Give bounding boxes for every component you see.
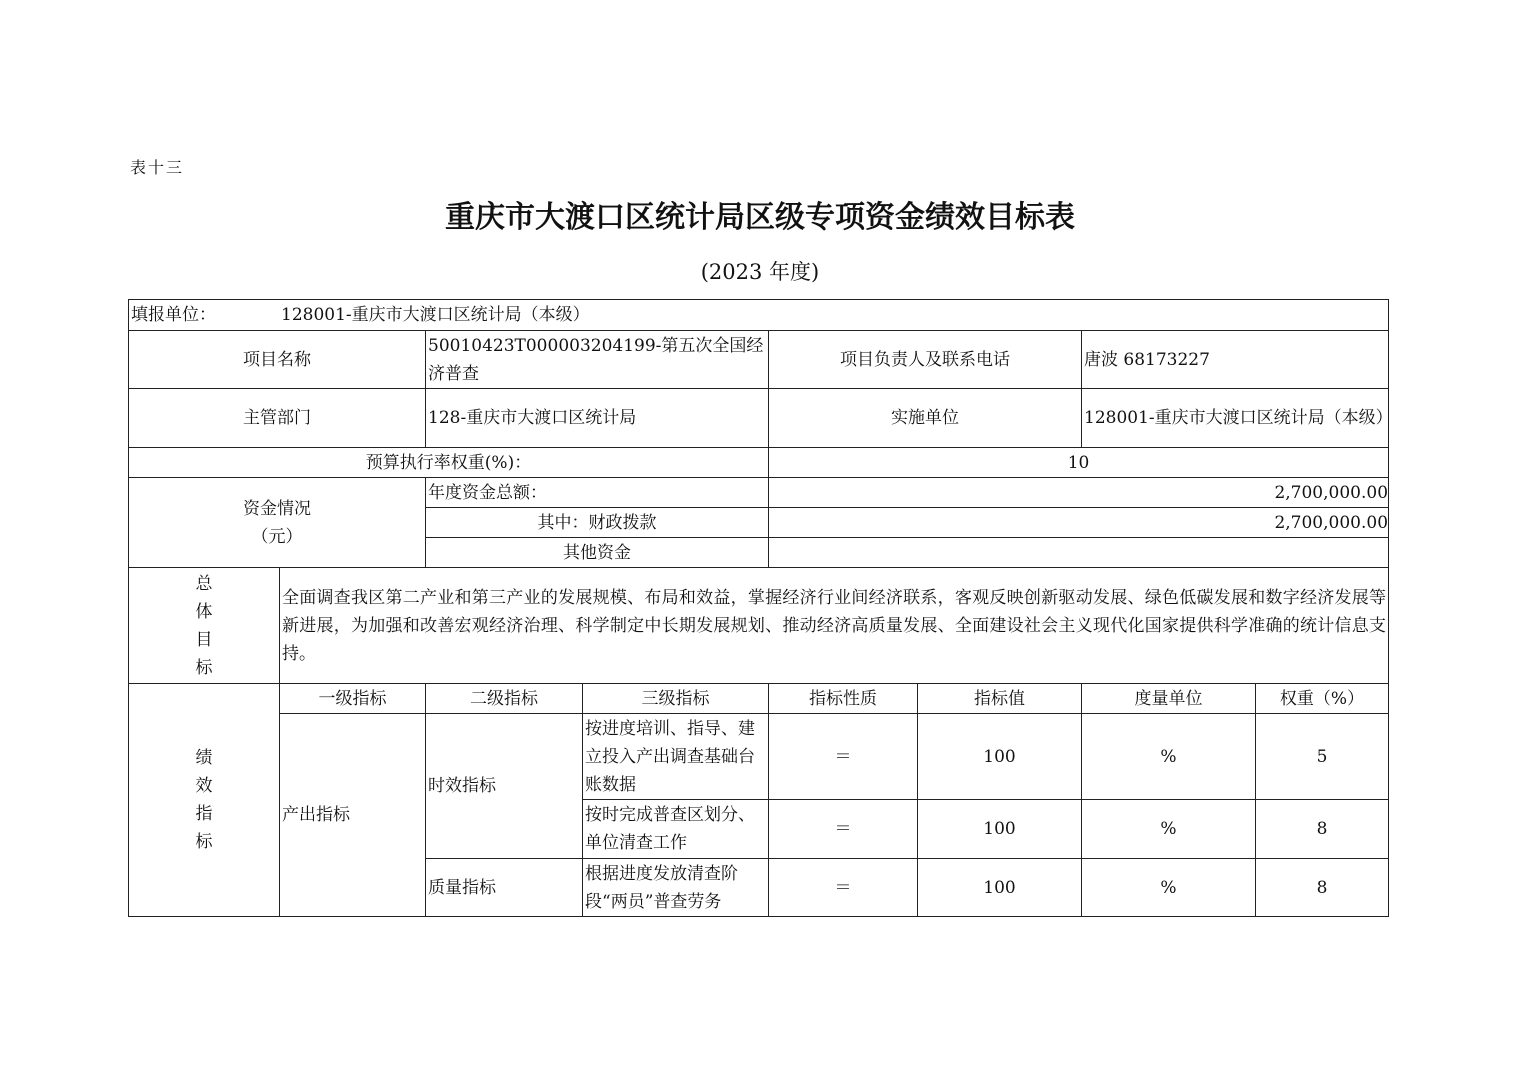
funds-label-line1: 资金情况 bbox=[243, 498, 311, 519]
overall-goal-text: 全面调查我区第二产业和第三产业的发展规模、布局和效益，掌握经济行业间经济联系，客观反映创新驱动发展、绿色低碳发展和数字经济发展等新进展，为加强和改善宏观经济治理、科学制定中长期发展规划、推动经济高质量发展、全面建设社会主义现代化国家提供科学准确的统计信息支持。 bbox=[280, 568, 1389, 684]
indicator-header-row bbox=[129, 684, 1389, 714]
project-name-value: 50010423T000003204199-第五次全国经济普查 bbox=[426, 331, 769, 389]
header-value: 指标值 bbox=[918, 684, 1082, 714]
contact-value: 唐波 68173227 bbox=[1082, 331, 1389, 389]
indicator-section-label bbox=[129, 684, 280, 917]
table-row bbox=[129, 714, 1389, 800]
fill-unit-label: 填报单位： bbox=[131, 305, 216, 325]
level1-indicator: 产出指标 bbox=[280, 714, 426, 917]
funds-label bbox=[129, 478, 426, 568]
dept-label: 主管部门 bbox=[129, 389, 426, 448]
indicator-char-4: 标 bbox=[195, 832, 213, 852]
fill-unit-row bbox=[129, 300, 1389, 331]
goal-char-3: 目 bbox=[195, 629, 213, 650]
budget-weight-value: 10 bbox=[769, 448, 1389, 478]
indicator-unit: % bbox=[1082, 859, 1256, 917]
level3-indicator: 按时完成普查区划分、单位清查工作 bbox=[583, 800, 769, 859]
header-weight: 权重（%） bbox=[1256, 684, 1389, 714]
fill-unit-value: 128001-重庆市大渡口区统计局（本级） bbox=[281, 305, 590, 325]
other-funds-value bbox=[769, 538, 1389, 568]
header-level3: 三级指标 bbox=[583, 684, 769, 714]
fill-unit-cell bbox=[129, 300, 1389, 331]
impl-label: 实施单位 bbox=[769, 389, 1082, 448]
impl-value: 128001-重庆市大渡口区统计局（本级） bbox=[1082, 389, 1389, 448]
indicator-nature: ＝ bbox=[769, 714, 918, 800]
page-title: 重庆市大渡口区统计局区级专项资金绩效目标表 bbox=[445, 200, 1075, 235]
overall-goal-row bbox=[129, 568, 1389, 684]
indicator-weight: 8 bbox=[1256, 800, 1389, 859]
project-name-row bbox=[129, 331, 1389, 389]
budget-weight-row bbox=[129, 448, 1389, 478]
goal-char-2: 体 bbox=[195, 601, 213, 622]
indicator-weight: 5 bbox=[1256, 714, 1389, 800]
indicator-value: 100 bbox=[918, 714, 1082, 800]
year-subtitle: (2023 年度) bbox=[700, 260, 820, 284]
fiscal-value: 2,700,000.00 bbox=[769, 508, 1389, 538]
indicator-nature: ＝ bbox=[769, 800, 918, 859]
fiscal-label: 其中：财政拨款 bbox=[426, 508, 769, 538]
header-level2: 二级指标 bbox=[426, 684, 583, 714]
indicator-nature: ＝ bbox=[769, 859, 918, 917]
annual-total-value: 2,700,000.00 bbox=[769, 478, 1389, 508]
indicator-unit: % bbox=[1082, 800, 1256, 859]
level2-indicator: 时效指标 bbox=[426, 714, 583, 859]
indicator-char-1: 绩 bbox=[195, 748, 213, 768]
dept-value: 128-重庆市大渡口区统计局 bbox=[426, 389, 769, 448]
funds-total-row bbox=[129, 478, 1389, 508]
indicator-value: 100 bbox=[918, 859, 1082, 917]
header-nature: 指标性质 bbox=[769, 684, 918, 714]
level3-indicator: 按进度培训、指导、建立投入产出调查基础台账数据 bbox=[583, 714, 769, 800]
goal-char-1: 总 bbox=[195, 573, 213, 594]
department-row bbox=[129, 389, 1389, 448]
indicator-unit: % bbox=[1082, 714, 1256, 800]
contact-label: 项目负责人及联系电话 bbox=[769, 331, 1082, 389]
table-number: 表十三 bbox=[130, 158, 185, 177]
level2-indicator: 质量指标 bbox=[426, 859, 583, 917]
goal-char-4: 标 bbox=[195, 657, 213, 678]
budget-weight-label: 预算执行率权重(%)： bbox=[129, 448, 769, 478]
indicator-weight: 8 bbox=[1256, 859, 1389, 917]
project-name-label: 项目名称 bbox=[129, 331, 426, 389]
header-unit: 度量单位 bbox=[1082, 684, 1256, 714]
performance-target-table bbox=[128, 299, 1393, 917]
header-level1: 一级指标 bbox=[280, 684, 426, 714]
funds-label-line2: （元） bbox=[251, 526, 303, 547]
overall-goal-label bbox=[129, 568, 280, 684]
other-funds-label: 其他资金 bbox=[426, 538, 769, 568]
indicator-char-3: 指 bbox=[195, 804, 213, 824]
indicator-char-2: 效 bbox=[195, 776, 213, 796]
annual-total-label: 年度资金总额： bbox=[426, 478, 769, 508]
indicator-value: 100 bbox=[918, 800, 1082, 859]
level3-indicator: 根据进度发放清查阶段“两员”普查劳务 bbox=[583, 859, 769, 917]
